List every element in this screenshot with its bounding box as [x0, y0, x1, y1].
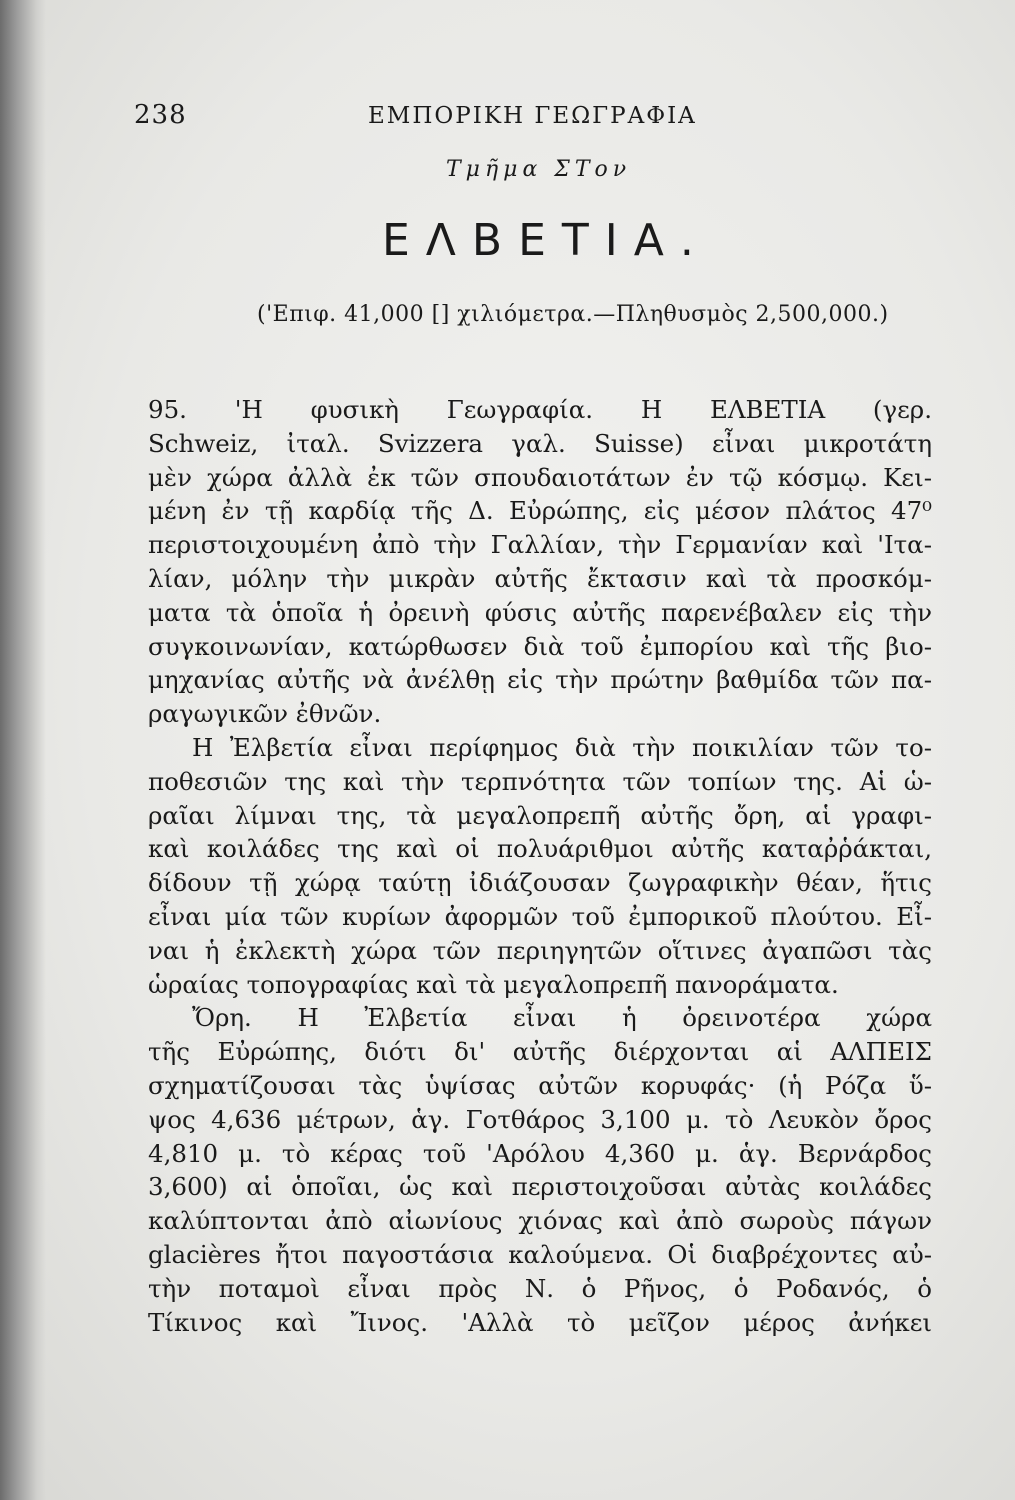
text-line: 95. 'Η φυσικὴ Γεωγραφία. Η ΕΛΒΕΤΙΑ (γερ.: [148, 395, 932, 424]
text-line: ματα τὰ ὁποῖα ἡ ὀρεινὴ φύσις αὐτῆς παρενέβαλεν εἰς τὴν: [148, 597, 932, 627]
text-line: ποθεσιῶν της καὶ τὴν τερπνότητα τῶν τοπίων της. Αἱ ὡ-: [148, 766, 932, 796]
text-line: μένη ἐν τῇ καρδίᾳ τῆς Δ. Εὐρώπης, εἰς μέσον πλάτος 47⁰: [148, 496, 932, 526]
body-text: [148, 393, 932, 1339]
text-line: τὴν ποταμοὶ εἶναι πρὸς Ν. ὁ Ρῆνος, ὁ Ροδανός, ὁ: [148, 1273, 932, 1303]
text-line: 4,810 μ. τὸ κέρας τοῦ 'Αρόλου 4,360 μ. ἁγ. Βερνάρδος: [148, 1138, 932, 1168]
running-header: ΕΜΠΟΡΙΚΗ ΓΕΩΓΡΑΦΙΑ: [368, 103, 697, 129]
text-line: ὡραίας τοπογραφίας καὶ τὰ μεγαλοπρεπῆ πανοράματα.: [148, 969, 839, 999]
country-title: ΕΛΒΕΤΙΑ.: [382, 215, 710, 266]
text-line: ραῖαι λίμναι της, τὰ μεγαλοπρεπῆ αὐτῆς ὄρη, αἱ γραφι-: [148, 800, 932, 830]
text-line: καλύπτονται ἀπὸ αἰωνίους χιόνας καὶ ἀπὸ σωροὺς πάγων: [148, 1206, 932, 1236]
text-line: glacières ἤτοι παγοστάσια καλούμενα. Οἱ διαβρέχοντες αὐ-: [148, 1239, 932, 1269]
text-line: μὲν χώρα ἀλλὰ ἐκ τῶν σπουδαιοτάτων ἐν τῷ κόσμῳ. Κει-: [148, 462, 932, 492]
page-number: 238: [134, 100, 187, 130]
text-line: ναι ἡ ἐκλεκτὴ χώρα τῶν περιηγητῶν οἵτινες ἀγαπῶσι τὰς: [148, 935, 932, 965]
text-line: λίαν, μόλην τὴν μικρὰν αὐτῆς ἔκτασιν καὶ τὰ προσκόμ-: [148, 563, 932, 593]
text-line: δίδουν τῇ χώρᾳ ταύτῃ ἰδιάζουσαν ζωγραφικὴν θέαν, ἥτις: [148, 868, 932, 898]
text-line: 3,600) αἱ ὁποῖαι, ὡς καὶ περιστοιχοῦσαι αὐτὰς κοιλάδες: [148, 1172, 932, 1202]
section-title: Τμῆμα ΣΤον: [446, 157, 632, 182]
text-line: καὶ κοιλάδες της καὶ οἱ πολυάριθμοι αὐτῆς καταῤῥάκται,: [148, 834, 932, 864]
text-line: ραγωγικῶν ἐθνῶν.: [148, 699, 382, 729]
text-line: τῆς Εὐρώπης, διότι δι' αὐτῆς διέρχονται αἱ ΑΛΠΕΙΣ: [148, 1037, 932, 1067]
text-line: συγκοινωνίαν, κατώρθωσεν διὰ τοῦ ἐμπορίου καὶ τῆς βιο-: [148, 631, 932, 661]
text-line: μηχανίας αὐτῆς νὰ ἀνέλθῃ εἰς τὴν πρώτην βαθμίδα τῶν πα-: [148, 665, 932, 695]
text-line: ψος 4,636 μέτρων, ἁγ. Γοτθάρος 3,100 μ. τὸ Λευκὸν ὄρος: [148, 1104, 932, 1134]
text-line: Schweiz, ἰταλ. Svizzera γαλ. Suisse) εἶναι μικροτάτη: [148, 428, 932, 458]
text-line: περιστοιχουμένη ἀπὸ τὴν Γαλλίαν, τὴν Γερμανίαν καὶ 'Ιτα-: [148, 530, 932, 560]
spine-shadow: [0, 0, 46, 1500]
text-line: Ὄρη. Η Ἐλβετία εἶναι ἡ ὀρεινοτέρα χώρα: [192, 1003, 932, 1033]
text-line: Η Ἐλβετία εἶναι περίφημος διὰ τὴν ποικιλίαν τῶν το-: [192, 732, 932, 762]
text-line: σχηματίζουσαι τὰς ὑψίσας αὐτῶν κορυφάς· (ἡ Ρόζα ὕ-: [148, 1070, 932, 1100]
text-line: Τίκινος καὶ Ἴινος. 'Αλλὰ τὸ μεῖζον μέρος ἀνήκει: [148, 1307, 932, 1337]
area-population-line: ('Επιφ. 41,000 [] χιλιόμετρα.—Πληθυσμὸς 2,500,000.): [257, 302, 889, 327]
text-line: εἶναι μία τῶν κυρίων ἀφορμῶν τοῦ ἐμπορικοῦ πλούτου. Εἶ-: [148, 901, 932, 931]
